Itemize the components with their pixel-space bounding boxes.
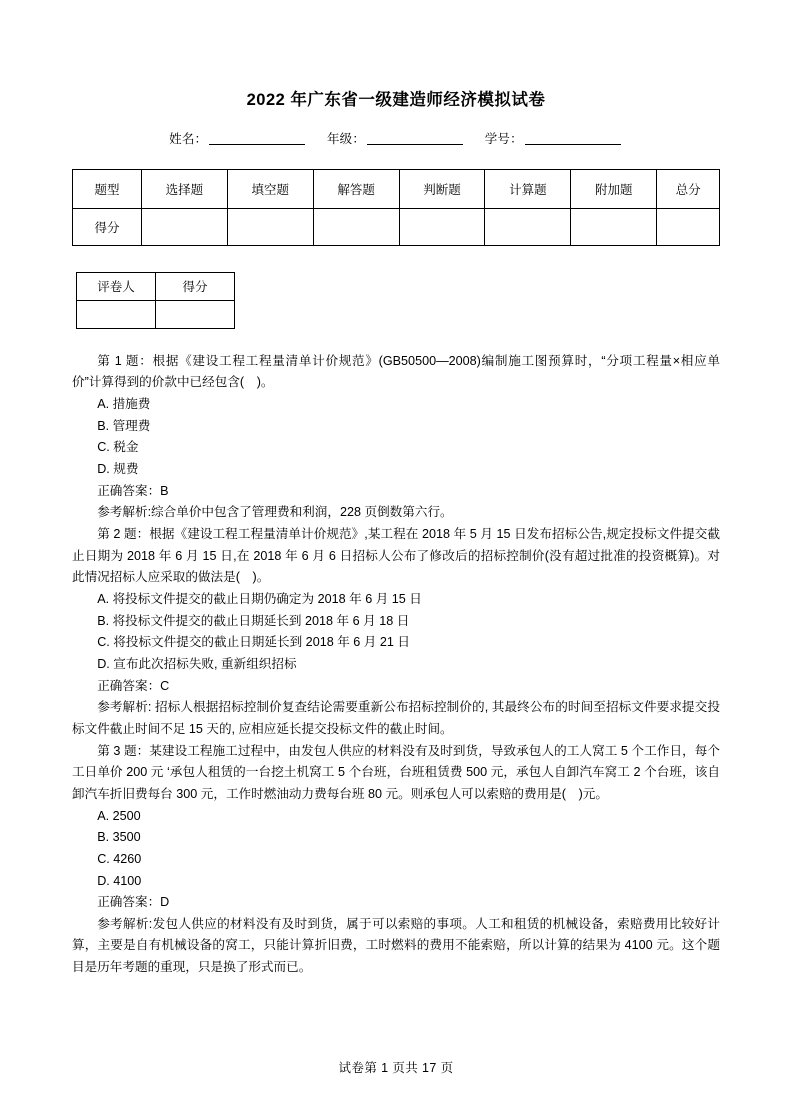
score-table-col-header: 总分	[657, 169, 720, 208]
table-row	[77, 272, 235, 300]
grade-input[interactable]	[367, 131, 463, 145]
score-cell[interactable]	[142, 208, 228, 245]
question-option[interactable]: C. 将投标文件提交的截止日期延长到 2018 年 6 月 21 日	[97, 635, 410, 650]
question-stem: 第 3 题：某建设工程施工过程中，由发包人供应的材料没有及时到货，导致承包人的工人窝工 5 个工作日，每个工日单价 200 元 ‘承包人租赁的一台挖土机窝工 5 个台班，台班租赁费 500 元，承包人自卸汽车窝工 2 个台班，该自卸汽车折旧费每台 300 元，工作时燃油动力费每台班 80 元。则承包人可以索赔的费用是( )元。	[72, 743, 720, 801]
score-cell[interactable]	[485, 208, 571, 245]
question-option[interactable]: B. 将投标文件提交的截止日期延长到 2018 年 6 月 18 日	[97, 613, 410, 628]
score-table	[72, 169, 720, 246]
number-input[interactable]	[525, 131, 621, 145]
table-row	[73, 208, 720, 245]
question-analysis: 参考解析:发包人供应的材料没有及时到货，属于可以索赔的事项。人工和租赁的机械设备，索赔费用比较好计算，主要是自有机械设备的窝工，只能计算折旧费，工时燃料的费用不能索赔，所以计算的结果为 4100 元。这个题目是历年考题的重现，只是换了形式而已。	[72, 916, 720, 975]
question-option[interactable]: C. 税金	[97, 440, 139, 455]
score-table-col-header: 附加题	[571, 169, 657, 208]
page-title: 2022 年广东省一级建造师经济模拟试卷	[246, 91, 546, 109]
score-table-col-header: 计算题	[485, 169, 571, 208]
number-label: 学号：	[484, 131, 523, 146]
score-cell[interactable]	[399, 208, 485, 245]
question-stem: 第 2 题：根据《建设工程工程量清单计价规范》,某工程在 2018 年 5 月 15 日发布招标公告,规定投标文件提交截止日期为 2018 年 6 月 15 日,在 2018 年 6 月 6 日招标人公布了修改后的招标控制价(没有超过批准的投资概算)。对此情况招标人应采取的做法是( )。	[72, 527, 720, 585]
score-table-row-header: 得分	[73, 208, 142, 245]
question-analysis: 参考解析: 招标人根据招标控制价复查结论需要重新公布招标控制价的, 其最终公布的时间至招标文件要求提交投标文件截止时间不足 15 天的, 应相应延长提交投标文件的截止时间。	[72, 700, 720, 736]
score-table-col-header: 解答题	[313, 169, 399, 208]
grade-field-group	[327, 132, 465, 146]
score-cell[interactable]	[571, 208, 657, 245]
score-cell[interactable]	[657, 208, 720, 245]
score-table-col-header: 判断题	[399, 169, 485, 208]
number-field-group	[485, 132, 623, 146]
score-table-col-header: 填空题	[227, 169, 313, 208]
question-analysis: 参考解析:综合单价中包含了管理费和利润，228 页倒数第六行。	[97, 505, 453, 520]
question-option[interactable]: C. 4260	[97, 851, 142, 866]
question-answer: 正确答案：C	[97, 678, 170, 693]
identity-line	[72, 129, 720, 147]
score-cell[interactable]	[313, 208, 399, 245]
question-item	[72, 524, 720, 741]
grade-label: 年级：	[326, 131, 366, 146]
question-stem: 第 1 题：根据《建设工程工程量清单计价规范》(GB50500—2008)编制施工图预算时，“分项工程量×相应单价”计算得到的价款中已经包含( )。	[72, 353, 720, 390]
page-footer: 试卷第 1 页共 17 页	[338, 1061, 454, 1075]
name-label: 姓名：	[169, 131, 208, 146]
question-answer: 正确答案：B	[97, 483, 169, 498]
question-option[interactable]: B. 管理费	[97, 418, 151, 433]
table-row	[73, 169, 720, 208]
question-item	[72, 741, 720, 979]
score-table-row-header: 题型	[73, 169, 142, 208]
question-option[interactable]: A. 将投标文件提交的截止日期仍确定为 2018 年 6 月 15 日	[97, 591, 422, 606]
grader-score-header: 得分	[156, 272, 235, 300]
grader-header: 评卷人	[77, 272, 156, 300]
questions-container	[72, 351, 720, 979]
name-field-group	[169, 132, 307, 146]
table-row	[77, 300, 235, 328]
question-option[interactable]: D. 4100	[97, 873, 142, 888]
question-item	[72, 351, 720, 524]
grader-name-cell[interactable]	[77, 300, 156, 328]
question-option[interactable]: D. 规费	[97, 462, 139, 477]
grader-table	[76, 272, 235, 329]
score-table-col-header: 选择题	[142, 169, 228, 208]
score-cell[interactable]	[227, 208, 313, 245]
grader-score-cell[interactable]	[156, 300, 235, 328]
question-option[interactable]: A. 2500	[97, 808, 141, 823]
question-option[interactable]: A. 措施费	[97, 397, 151, 412]
name-input[interactable]	[209, 131, 305, 145]
question-answer: 正确答案：D	[97, 895, 170, 910]
question-option[interactable]: D. 宣布此次招标失败, 重新组织招标	[97, 656, 297, 671]
question-option[interactable]: B. 3500	[97, 830, 141, 845]
